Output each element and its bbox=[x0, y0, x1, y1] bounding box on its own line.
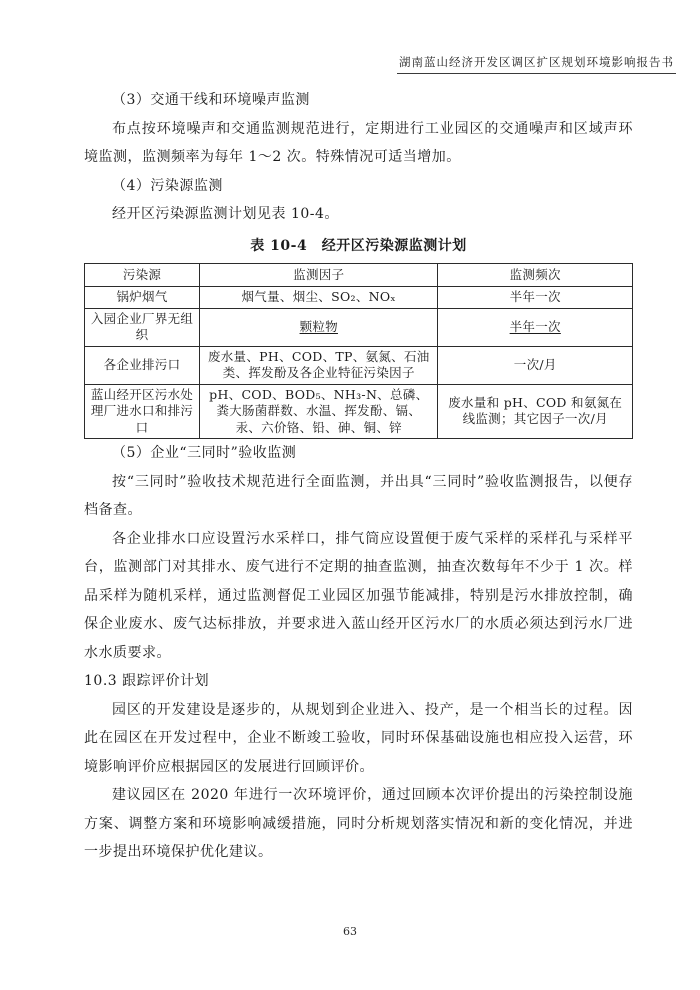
table-caption: 表 10-4 经开区污染源监测计划 bbox=[250, 237, 467, 254]
table-row-enterprise-outlets bbox=[85, 346, 633, 384]
cell-source: 蓝山经开区污水处理厂进水口和排污口 bbox=[85, 384, 200, 439]
cell-factors: 烟气量、烟尘、SO₂、NOₓ bbox=[200, 287, 438, 309]
cell-source: 各企业排污口 bbox=[85, 346, 200, 384]
para-development-process: 园区的开发建设是逐步的，从规划到企业进入、投产，是一个相当长的过程。因此在园区在开发过程中，企业不断竣工验收，同时环保基础设施也相应投入运营，环境影响评价应根据园区的发展进行回顾评价。 bbox=[84, 701, 633, 775]
cell-frequency: 一次/月 bbox=[438, 346, 633, 384]
page-number: 63 bbox=[343, 925, 357, 938]
para-2020-evaluation-suggestion: 建议园区在 2020 年进行一次环境评价，通过回顾本次评价提出的污染控制设施方案、调整方案和环境影响减缓措施，同时分析规划落实情况和新的变化情况，并进一步提出环境保护优化建议。 bbox=[84, 787, 633, 860]
heading-pollution-source-monitoring: （4）污染源监测 bbox=[112, 177, 223, 194]
cell-factors: 颗粒物 bbox=[200, 308, 438, 346]
cell-frequency: 半年一次 bbox=[438, 308, 633, 346]
para-noise-monitoring: 布点按环境噪声和交通监测规范进行，定期进行工业园区的交通噪声和区域声环境监测，监测频率为每年 1～2 次。特殊情况可适当增加。 bbox=[84, 120, 633, 165]
cell-frequency: 半年一次 bbox=[438, 287, 633, 309]
monitoring-plan-table bbox=[84, 263, 633, 439]
header-title: 湖南蓝山经济开发区调区扩区规划环境影响报告书 bbox=[397, 54, 676, 74]
cell-factors: 废水量、PH、COD、TP、氨氮、石油类、挥发酚及各企业特征污染因子 bbox=[200, 346, 438, 384]
column-header-source: 污染源 bbox=[85, 264, 200, 287]
table-row-wwtp-inlet-outlet bbox=[85, 384, 633, 439]
table-row-fugitive-boundary bbox=[85, 308, 633, 346]
heading-traffic-noise-monitoring: （3）交通干线和环境噪声监测 bbox=[112, 92, 310, 108]
cell-source: 锅炉烟气 bbox=[85, 287, 200, 309]
column-header-frequency: 监测频次 bbox=[438, 264, 633, 287]
para-acceptance-monitoring: 按“三同时”验收技术规范进行全面监测，并出具“三同时”验收监测报告，以便存档备查。 bbox=[84, 473, 633, 518]
heading-tracking-evaluation-plan: 10.3 跟踪评价计划 bbox=[84, 673, 210, 689]
cell-source: 入园企业厂界无组织 bbox=[85, 308, 200, 346]
document-body bbox=[84, 86, 633, 867]
page-header bbox=[84, 54, 676, 74]
heading-three-simultaneous-acceptance: （5）企业“三同时”验收监测 bbox=[112, 445, 297, 461]
para-sampling-requirements: 各企业排水口应设置污水采样口，排气筒应设置便于废气采样的采样孔与采样平台，监测部门对其排水、废气进行不定期的抽查监测，抽查次数每年不少于 1 次。样品采样为随机采样，通过监测督促工业园区加强节能减排，特别是污水排放控制，确保企业废水、废气达标排放，并要求进入蓝山经开区污水厂的水质必须达到污水厂进水水质要求。 bbox=[84, 530, 633, 661]
table-row-boiler-flue-gas bbox=[85, 287, 633, 309]
para-table-reference: 经开区污染源监测计划见表 10-4。 bbox=[112, 206, 339, 222]
cell-frequency: 废水量和 pH、COD 和氨氮在线监测；其它因子一次/月 bbox=[438, 384, 633, 439]
cell-factors: pH、COD、BOD₅、NH₃-N、总磷、粪大肠菌群数、水温、挥发酚、镉、汞、六价铬、铅、砷、铜、锌 bbox=[200, 384, 438, 439]
page-footer bbox=[0, 925, 700, 938]
column-header-factors: 监测因子 bbox=[200, 264, 438, 287]
table-header-row bbox=[85, 264, 633, 287]
